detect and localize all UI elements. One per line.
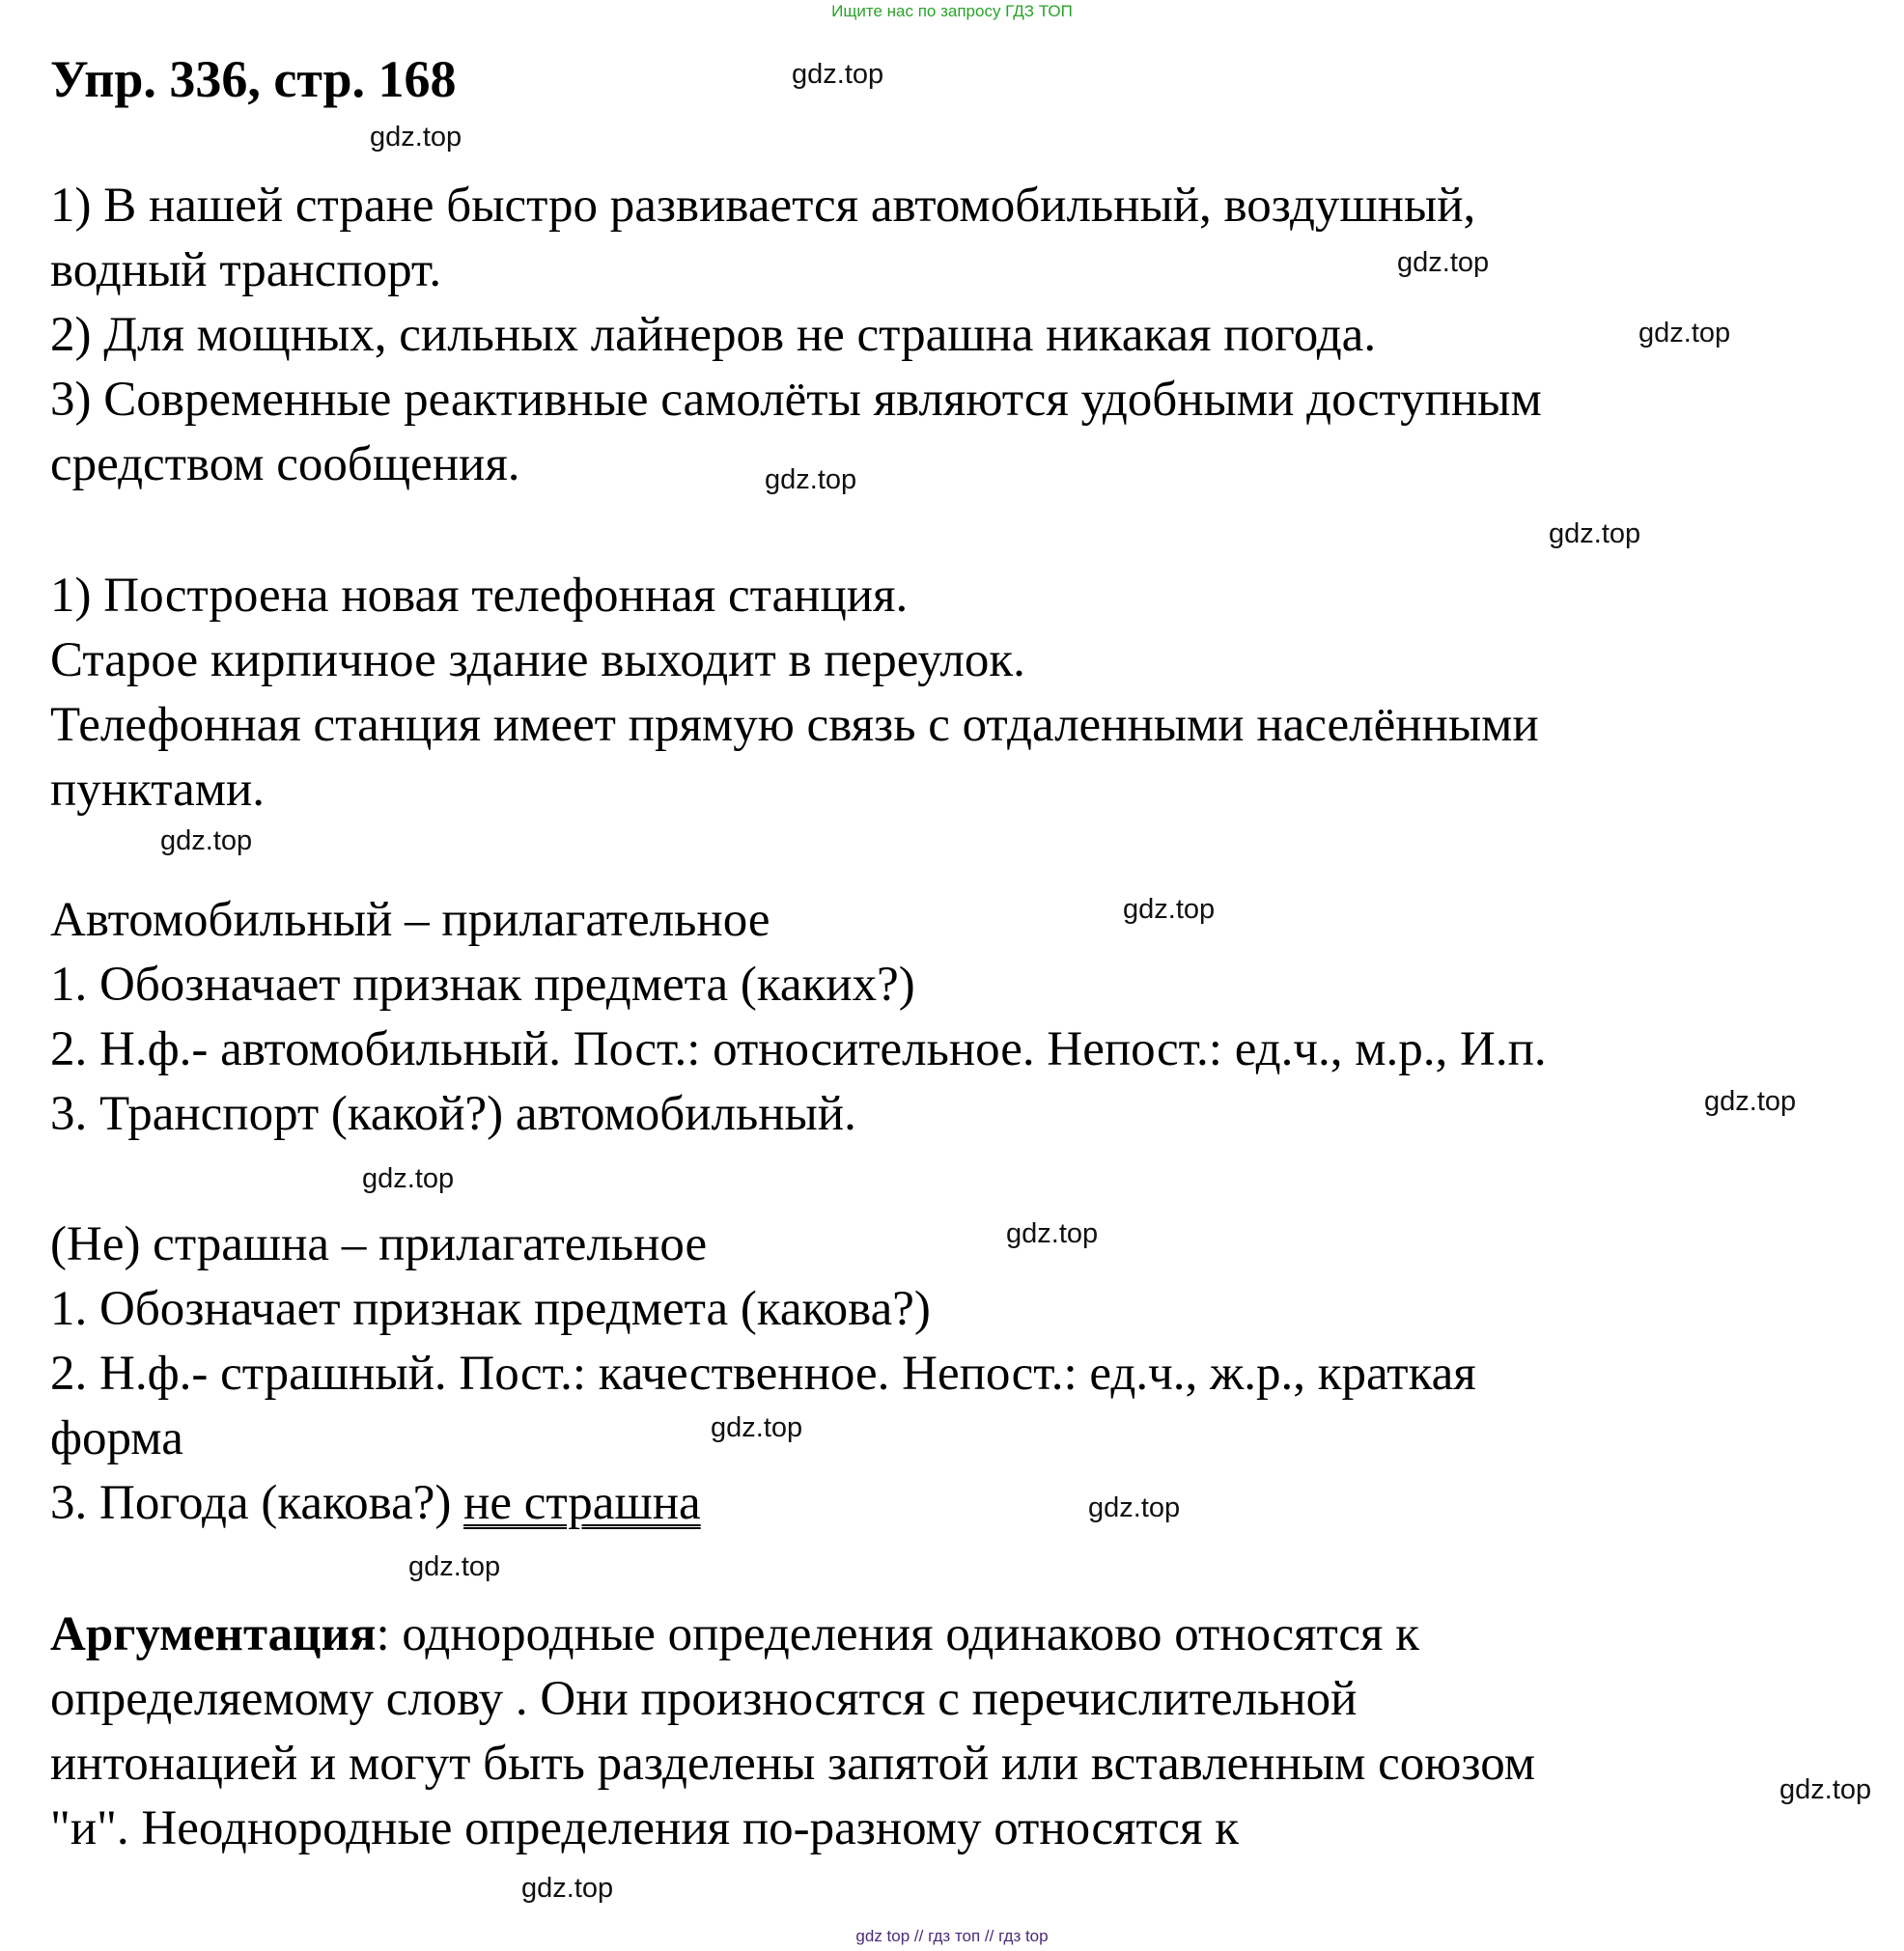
analysis-prefix: 3. Погода (какова?) — [50, 1476, 464, 1530]
watermark: gdz.top — [1779, 1774, 1872, 1805]
watermark: gdz.top — [1088, 1492, 1181, 1523]
sentence-line: 3) Современные реактивные самолёты являются удобными доступным — [50, 373, 1542, 427]
watermark: gdz.top — [370, 122, 462, 153]
argument-label: Аргументация — [50, 1607, 377, 1661]
watermark: gdz.top — [160, 825, 253, 856]
sentence-line: 1) В нашей стране быстро развивается автомобильный, воздушный, — [50, 179, 1476, 233]
watermark: gdz.top — [1006, 1218, 1099, 1249]
underlined-predicate: не страшна — [463, 1476, 701, 1530]
watermark: gdz.top — [1123, 894, 1216, 925]
watermark: gdz.top — [765, 464, 857, 495]
sentence-line: водный транспорт. — [50, 243, 442, 297]
watermark: gdz.top — [1397, 247, 1490, 278]
sentence-line: 2) Для мощных, сильных лайнеров не страшна никакая погода. — [50, 308, 1377, 362]
argument-line: интонацией и могут быть разделены запятой или вставленным союзом — [50, 1737, 1536, 1791]
argument-text: : однородные определения одинаково относятся к — [376, 1607, 1419, 1661]
search-hint: Ищите нас по запросу ГДЗ ТОП — [831, 2, 1073, 20]
watermark: gdz.top — [521, 1873, 614, 1904]
sentence-line: 1) Построена новая телефонная станция. — [50, 569, 909, 623]
argument-line — [50, 1605, 1419, 1663]
analysis-line: 1. Обозначает признак предмета (каких?) — [50, 958, 915, 1012]
analysis-line: 2. Н.ф.- автомобильный. Пост.: относительное. Непост.: ед.ч., м.р., И.п. — [50, 1022, 1547, 1076]
analysis-line: 2. Н.ф.- страшный. Пост.: качественное. Непост.: ед.ч., ж.р., краткая — [50, 1347, 1476, 1401]
sentence-line: Старое кирпичное здание выходит в переулок. — [50, 633, 1025, 687]
watermark: gdz.top — [362, 1163, 455, 1194]
page-title: Упр. 336, стр. 168 — [50, 50, 457, 108]
analysis-line: 3. Транспорт (какой?) автомобильный. — [50, 1087, 856, 1141]
watermark: gdz.top — [1704, 1086, 1797, 1117]
watermark: gdz.top — [1549, 518, 1641, 549]
argument-line: "и". Неоднородные определения по-разному относятся к — [50, 1801, 1240, 1855]
sentence-line: пунктами. — [50, 763, 266, 817]
watermark: gdz.top — [1638, 318, 1731, 348]
footer-note: gdz top // гдз топ // гдз top — [855, 1927, 1049, 1945]
watermark: gdz.top — [792, 59, 884, 90]
argument-line: определяемому слову . Они произносятся с перечислительной — [50, 1672, 1358, 1726]
analysis-line — [50, 1474, 701, 1532]
analysis-heading: Автомобильный – прилагательное — [50, 893, 770, 947]
analysis-heading: (Не) страшна – прилагательное — [50, 1217, 708, 1271]
watermark: gdz.top — [711, 1412, 803, 1443]
watermark: gdz.top — [408, 1551, 501, 1582]
sentence-line: средством сообщения. — [50, 437, 520, 491]
analysis-line: форма — [50, 1411, 183, 1465]
analysis-line: 1. Обозначает признак предмета (какова?) — [50, 1282, 931, 1336]
sentence-line: Телефонная станция имеет прямую связь с отдаленными населёнными — [50, 698, 1539, 752]
